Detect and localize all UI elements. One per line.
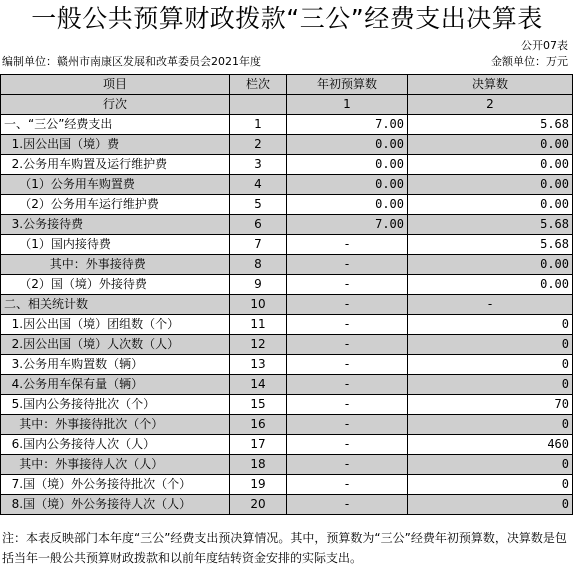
row-item: 其中：外事接待批次（个） xyxy=(1,415,230,435)
row-item: 3.公务接待费 xyxy=(1,215,230,235)
row-order-final: 2 xyxy=(408,95,573,115)
row-final: 0 xyxy=(408,495,573,515)
row-line: 2 xyxy=(230,135,287,155)
row-line: 11 xyxy=(230,315,287,335)
row-line: 20 xyxy=(230,495,287,515)
expenditure-table xyxy=(0,74,573,515)
row-final: 70 xyxy=(408,395,573,415)
row-line: 6 xyxy=(230,215,287,235)
table-row xyxy=(1,235,573,255)
row-budget: - xyxy=(287,415,408,435)
row-final: 0.00 xyxy=(408,195,573,215)
row-item: 2.公务用车购置及运行维护费 xyxy=(1,155,230,175)
row-budget: 0.00 xyxy=(287,155,408,175)
row-line: 7 xyxy=(230,235,287,255)
row-final: 5.68 xyxy=(408,115,573,135)
row-order-row xyxy=(1,95,573,115)
row-budget: - xyxy=(287,255,408,275)
row-final: 0.00 xyxy=(408,255,573,275)
row-line: 16 xyxy=(230,415,287,435)
row-line: 1 xyxy=(230,115,287,135)
page-title: 一般公共预算财政拨款“三公”经费支出决算表 xyxy=(31,4,543,33)
table-row xyxy=(1,335,573,355)
row-final: 0 xyxy=(408,315,573,335)
row-final: 0.00 xyxy=(408,175,573,195)
row-budget: - xyxy=(287,315,408,335)
row-line: 12 xyxy=(230,335,287,355)
row-budget: - xyxy=(287,435,408,455)
row-item: （1）公务用车购置费 xyxy=(1,175,230,195)
row-budget: 7.00 xyxy=(287,115,408,135)
row-line: 5 xyxy=(230,195,287,215)
row-order-label: 行次 xyxy=(1,95,230,115)
row-line: 15 xyxy=(230,395,287,415)
row-item: 3.公务用车购置数（辆） xyxy=(1,355,230,375)
row-line: 14 xyxy=(230,375,287,395)
table-row xyxy=(1,135,573,155)
row-item: 6.国内公务接待人次（人） xyxy=(1,435,230,455)
row-item: 2.因公出国（境）人次数（人） xyxy=(1,335,230,355)
table-row xyxy=(1,155,573,175)
row-final: - xyxy=(408,295,573,315)
row-budget: - xyxy=(287,455,408,475)
row-final: 5.68 xyxy=(408,215,573,235)
row-item: 5.国内公务接待批次（个） xyxy=(1,395,230,415)
compiling-unit: 编制单位：赣州市南康区发展和改革委员会2021年度 xyxy=(2,55,261,68)
row-line: 10 xyxy=(230,295,287,315)
row-final: 0.00 xyxy=(408,155,573,175)
row-line: 19 xyxy=(230,475,287,495)
row-final: 5.68 xyxy=(408,235,573,255)
table-row xyxy=(1,175,573,195)
header-budget: 年初预算数 xyxy=(287,75,408,95)
row-budget: - xyxy=(287,235,408,255)
header-item: 项目 xyxy=(1,75,230,95)
row-line: 4 xyxy=(230,175,287,195)
row-budget: - xyxy=(287,495,408,515)
row-budget: - xyxy=(287,395,408,415)
header-final: 决算数 xyxy=(408,75,573,95)
row-item: 1.因公出国（境）团组数（个） xyxy=(1,315,230,335)
row-final: 0 xyxy=(408,415,573,435)
table-row xyxy=(1,195,573,215)
row-budget: - xyxy=(287,355,408,375)
row-item: 8.国（境）外公务接待人次（人） xyxy=(1,495,230,515)
row-budget: - xyxy=(287,335,408,355)
row-order-line xyxy=(230,95,287,115)
row-budget: - xyxy=(287,275,408,295)
row-item: 其中：外事接待人次（人） xyxy=(1,455,230,475)
row-order-budget: 1 xyxy=(287,95,408,115)
row-final: 0 xyxy=(408,475,573,495)
table-row xyxy=(1,395,573,415)
amount-unit: 金额单位：万元 xyxy=(491,55,568,68)
table-row xyxy=(1,435,573,455)
table-row xyxy=(1,115,573,135)
row-item: 二、相关统计数 xyxy=(1,295,230,315)
row-line: 9 xyxy=(230,275,287,295)
row-final: 0 xyxy=(408,375,573,395)
table-row xyxy=(1,275,573,295)
table-row xyxy=(1,355,573,375)
table-row xyxy=(1,415,573,435)
row-budget: - xyxy=(287,295,408,315)
row-line: 13 xyxy=(230,355,287,375)
row-final: 0 xyxy=(408,355,573,375)
row-item: 一、“三公”经费支出 xyxy=(1,115,230,135)
row-budget: 0.00 xyxy=(287,195,408,215)
row-final: 0 xyxy=(408,335,573,355)
row-item: 7.国（境）外公务接待批次（个） xyxy=(1,475,230,495)
table-row xyxy=(1,215,573,235)
table-row xyxy=(1,475,573,495)
header-line: 栏次 xyxy=(230,75,287,95)
row-final: 0.00 xyxy=(408,275,573,295)
row-line: 17 xyxy=(230,435,287,455)
row-line: 8 xyxy=(230,255,287,275)
row-budget: - xyxy=(287,375,408,395)
row-final: 0 xyxy=(408,455,573,475)
row-item: 1.因公出国（境）费 xyxy=(1,135,230,155)
row-item: 其中：外事接待费 xyxy=(1,255,230,275)
header-row xyxy=(1,75,573,95)
table-row xyxy=(1,255,573,275)
table-row xyxy=(1,495,573,515)
row-item: （2）国（境）外接待费 xyxy=(1,275,230,295)
row-budget: 7.00 xyxy=(287,215,408,235)
row-item: （1）国内接待费 xyxy=(1,235,230,255)
form-code: 公开07表 xyxy=(521,39,568,52)
row-final: 460 xyxy=(408,435,573,455)
row-budget: 0.00 xyxy=(287,135,408,155)
row-budget: 0.00 xyxy=(287,175,408,195)
row-budget: - xyxy=(287,475,408,495)
table-row xyxy=(1,315,573,335)
table-row xyxy=(1,375,573,395)
row-line: 3 xyxy=(230,155,287,175)
row-final: 0.00 xyxy=(408,135,573,155)
table-row xyxy=(1,455,573,475)
table-row xyxy=(1,295,573,315)
row-item: （2）公务用车运行维护费 xyxy=(1,195,230,215)
footnote: 注：本表反映部门本年度“三公”经费支出预决算情况。其中，预算数为“三公”经费年初预算数，决算数是包括当年一般公共预算财政拨款和以前年度结转资金安排的实际支出。 xyxy=(2,531,567,565)
row-item: 4.公务用车保有量（辆） xyxy=(1,375,230,395)
row-line: 18 xyxy=(230,455,287,475)
